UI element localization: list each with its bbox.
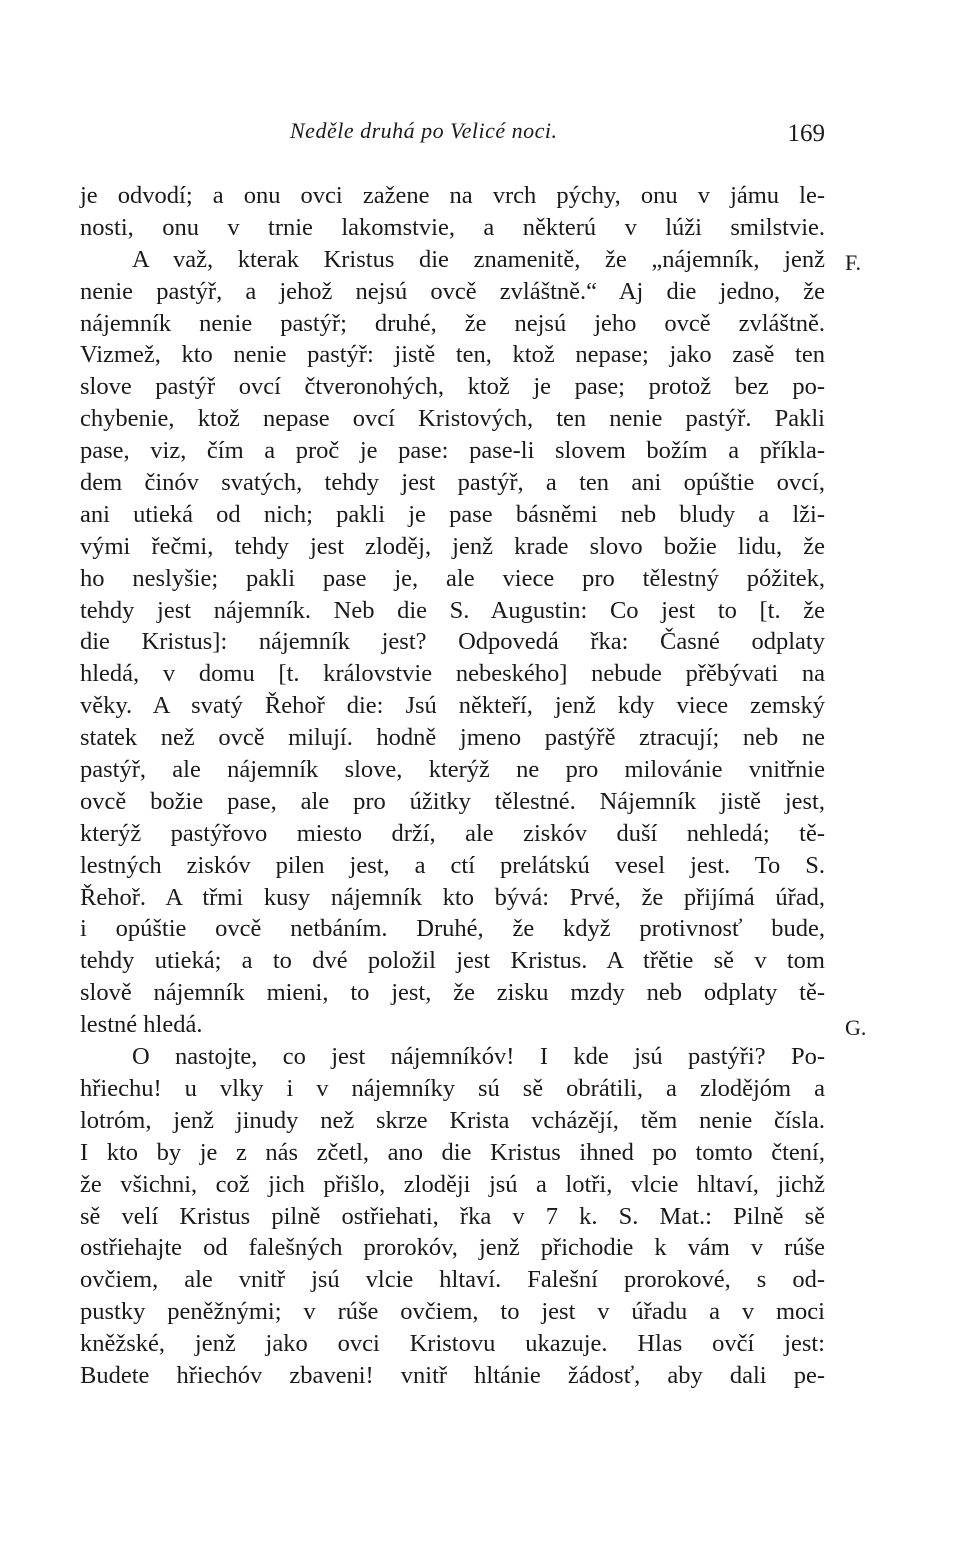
margin-note-g: G. [845,1015,867,1040]
text-line: hledá, v domu [t. královstvie nebeského] nebude přěbývati na [80,660,825,688]
text-line: sě velí Kristus pilně ostřiehati, řka v 7 k. S. Mat.: Pilně sě [80,1202,825,1230]
text-line: kterýž pastýřovo miesto drží, ale ziskóv duší nehledá; tě- [80,819,825,847]
text-line: chybenie, ktož nepase ovcí Kristových, ten nenie pastýř. Pakli [80,405,825,433]
text-line: A važ, kterak Kristus die znamenitě, že „nájemník, jenž [132,245,825,273]
text-line: pustky peněžnými; v rúše ovčiem, to jest v úřadu a v moci [80,1298,825,1326]
page-number: 169 [787,120,825,147]
text-line: kněžské, jenž jako ovci Kristovu ukazuje. Hlas ovčí jest: [80,1330,825,1358]
text-line: lestných ziskóv pilen jest, a ctí prelátskú vesel jest. To S. [80,851,825,879]
text-line: ostřiehajte od falešných prorokóv, jenž přichodie k vám v rúše [80,1234,825,1262]
text-line: dem činóv svatých, tehdy jest pastýř, a ten ani opúštie ovcí, [80,469,825,497]
text-line: Řehoř. A třmi kusy nájemník kto bývá: Prvé, že přijímá úřad, [80,883,825,911]
body-text [80,180,825,1392]
text-line: statek než ovcě milují. hodně jmeno pastýřě ztracují; neb ne [80,724,825,752]
text-line: je odvodí; a onu ovci zažene na vrch pýchy, onu v jámu le- [80,182,825,209]
text-line: lestné hledá. [80,1011,203,1039]
text-line: nájemník nenie pastýř; druhé, že nejsú jeho ovcě zvláštně. [80,309,825,337]
text-line: že všichni, což jich přišlo, zloději jsú a lotři, vlcie hltaví, jichž [80,1170,825,1198]
text-line: tehdy utieká; a to dvé položil jest Kristus. A třětie sě v tom [80,947,825,975]
text-line: nenie pastýř, a jehož nejsú ovcě zvláštně.“ Aj die jedno, že [80,277,825,305]
text-line: I kto by je z nás zčetl, ano die Kristus ihned po tomto čtení, [80,1138,825,1166]
running-title: Neděle druhá po Velicé noci. [290,118,558,143]
text-line: vými řečmi, tehdy jest zloděj, jenž krade slovo božie lidu, že [80,532,825,560]
text-line: ovčiem, ale vnitř jsú vlcie hltaví. Falešní prorokové, s od- [80,1266,825,1294]
text-line: věky. A svatý Řehoř die: Jsú někteří, jenž kdy viece zemský [80,692,825,720]
text-line: lotróm, jenž jinudy než skrze Krista vcházějí, těm nenie čísla. [80,1106,825,1134]
text-line: O nastojte, co jest nájemníkóv! I kde jsú pastýři? Po- [132,1043,825,1071]
text-line: hřiechu! u vlky i v nájemníky sú sě obrátili, a zlodějóm a [80,1074,825,1102]
text-line: slove pastýř ovcí čtveronohých, ktož je pase; protož bez po- [80,373,825,401]
text-line: slově nájemník mieni, to jest, že zisku mzdy neb odplaty tě- [80,979,825,1007]
text-line: ovcě božie pase, ale pro úžitky tělestné. Nájemník jistě jest, [80,787,825,815]
text-line: tehdy jest nájemník. Neb die S. Augustin: Co jest to [t. že [80,596,825,624]
text-line: ani utieká od nich; pakli je pase básněmi neb bludy a lži- [80,500,825,528]
text-line: i opúštie ovcě netbáním. Druhé, že když protivnosť bude, [80,915,825,943]
text-line: die Kristus]: nájemník jest? Odpovedá řka: Časné odplaty [80,628,825,656]
text-line: pase, viz, čím a proč je pase: pase-li slovem božím a příkla- [80,437,825,465]
page-header [80,118,825,158]
text-line: ho neslyšie; pakli pase je, ale viece pro tělestný póžitek, [80,564,825,592]
text-line: pastýř, ale nájemník slove, kterýž ne pro milovánie vnitřnie [80,756,825,784]
text-line: Vizmež, kto nenie pastýř: jistě ten, ktož nepase; jako zasě ten [80,341,825,369]
text-line: nosti, onu v trnie lakomstvie, a některú v lúži smilstvie. [80,213,825,241]
text-line: Budete hřiechóv zbaveni! vnitř hltánie žádosť, aby dali pe- [80,1361,825,1389]
margin-note-f: F. [845,250,861,275]
